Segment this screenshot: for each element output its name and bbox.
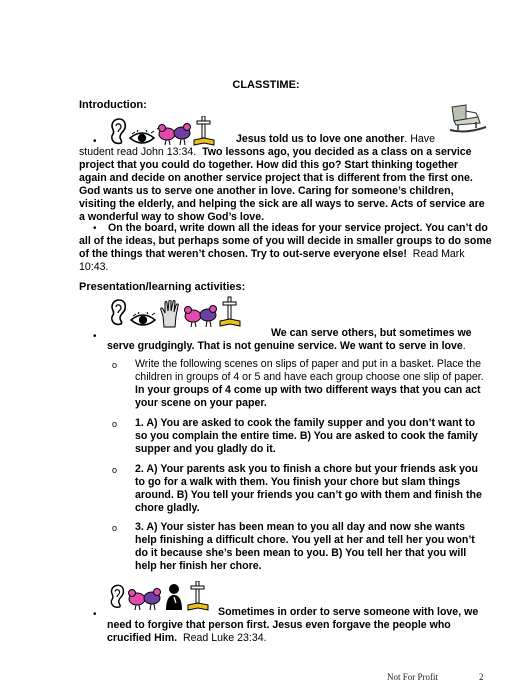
cross-bible-icon	[219, 296, 241, 328]
intro-lead-text: Jesus told us to love one another	[236, 133, 405, 145]
scripture-ref: 10:43.	[79, 261, 109, 273]
intro-line: of the things that weren’t chosen. Try to out-serve everyone else!	[79, 248, 407, 260]
bullet-marker: •	[93, 223, 97, 234]
scene-line: 1. A) You are asked to cook the family supper and you don’t want to	[135, 417, 476, 429]
scene-line: help her finish her chore.	[135, 560, 262, 572]
scene-line: help finishing a difficult chore. You yell at her and tell her you won’t	[135, 534, 475, 546]
intro-item2-body	[79, 222, 524, 274]
activity-icons	[107, 296, 241, 328]
hand-icon	[159, 300, 181, 328]
sub-bullet-marker: o	[112, 523, 118, 533]
scene-line: to go for a walk with them. You finish your chore but slam things	[135, 476, 461, 488]
instruction-line: Write the following scenes on slips of paper and put in a basket. Place the	[135, 358, 482, 370]
scene-2	[135, 463, 520, 515]
bird-pair-icon	[127, 585, 161, 611]
bird-pair-icon	[157, 120, 191, 146]
activity-icons	[107, 581, 209, 611]
intro-line: visiting the elderly, and helping the sick are all ways to serve. Acts of service are	[79, 198, 485, 210]
eye-icon	[129, 130, 155, 146]
scene-line: 3. A) Your sister has been mean to you all day and now she wants	[135, 521, 466, 533]
forgive-line: need to forgive that person first. Jesus even forgave the people who	[107, 619, 451, 631]
rocking-chair-icon	[446, 103, 488, 133]
scene-1	[135, 417, 520, 456]
ear-icon	[107, 583, 125, 611]
bullet-marker: •	[93, 609, 97, 620]
scene-line: around. B) You tell your friends you can’t go with them and finish the	[135, 489, 482, 501]
ear-icon	[107, 298, 127, 328]
scripture-ref: Read Luke 23:34.	[182, 632, 267, 644]
intro-line: project that you could do together. How did this go? Start thinking together	[79, 159, 459, 171]
presentation-item1-line2: serve grudgingly. That is not genuine service. We want to serve in love	[107, 340, 463, 352]
sub-bullet-marker: o	[112, 419, 118, 429]
introduction-heading: Introduction:	[79, 99, 147, 111]
intro-line: a wonderful way to show God’s love.	[79, 211, 265, 223]
presentation-item2-body	[107, 619, 522, 645]
intro-line: On the board, write down all the ideas for your service project. You can’t do	[108, 222, 488, 234]
intro-line: God wants us to serve one another in love. Caring for someone’s children,	[79, 185, 454, 197]
page-number: 2	[479, 672, 484, 682]
presentation-item1-line1: We can serve others, but sometimes we	[271, 327, 472, 339]
intro-line: all of the ideas, but perhaps some of you will decide in smaller groups to do some	[79, 235, 492, 247]
intro-item1-body	[79, 146, 519, 224]
scripture-ref: Read Mark	[412, 248, 465, 260]
scene-3	[135, 521, 520, 573]
footer-note: Not For Profit	[387, 672, 439, 682]
intro-line: again and decide on another service project that is different from the first one.	[79, 172, 473, 184]
scene-line: chore gladly.	[135, 502, 200, 514]
bullet-marker: •	[93, 331, 97, 342]
instruction-line: children in groups of 4 or 5 and have each group choose one slip of paper.	[135, 371, 484, 383]
sub-bullet-marker: o	[112, 465, 118, 475]
instruction-line: your scene on your paper.	[135, 397, 267, 409]
scene-line: do it because she’s been mean to you. B) You tell her that you will	[135, 547, 467, 559]
instruction-line: In your groups of 4 come up with two different ways that you can act	[135, 384, 481, 396]
page-title: CLASSTIME:	[232, 79, 300, 91]
intro-lead-tail: . Have	[404, 133, 435, 145]
activity-icons	[107, 116, 215, 146]
presentation-heading: Presentation/learning activities:	[79, 281, 246, 293]
scene-line: 2. A) Your parents ask you to finish a chore but your friends ask you	[135, 463, 478, 475]
scene-line: so you complain the entire time. B) You are asked to cook the family	[135, 430, 478, 442]
praying-figure-icon	[163, 583, 185, 611]
eye-icon	[129, 312, 157, 328]
sub-bullet-marker: o	[112, 360, 118, 370]
ear-icon	[107, 118, 127, 146]
presentation-item1-period: .	[462, 340, 466, 352]
forgive-line: crucified Him.	[107, 632, 178, 644]
sub-item-instructions	[135, 358, 520, 410]
scene-line: supper and you gladly do it.	[135, 443, 276, 455]
scripture-ref: student read John 13:34.	[79, 146, 197, 158]
bird-pair-icon	[183, 302, 217, 328]
presentation-item2-line1: Sometimes in order to serve someone with love, we	[218, 606, 479, 618]
bullet-marker: •	[93, 136, 97, 147]
intro-line: Two lessons ago, you decided as a class on a service	[202, 146, 472, 158]
cross-bible-icon	[187, 581, 209, 611]
cross-bible-icon	[193, 116, 215, 146]
